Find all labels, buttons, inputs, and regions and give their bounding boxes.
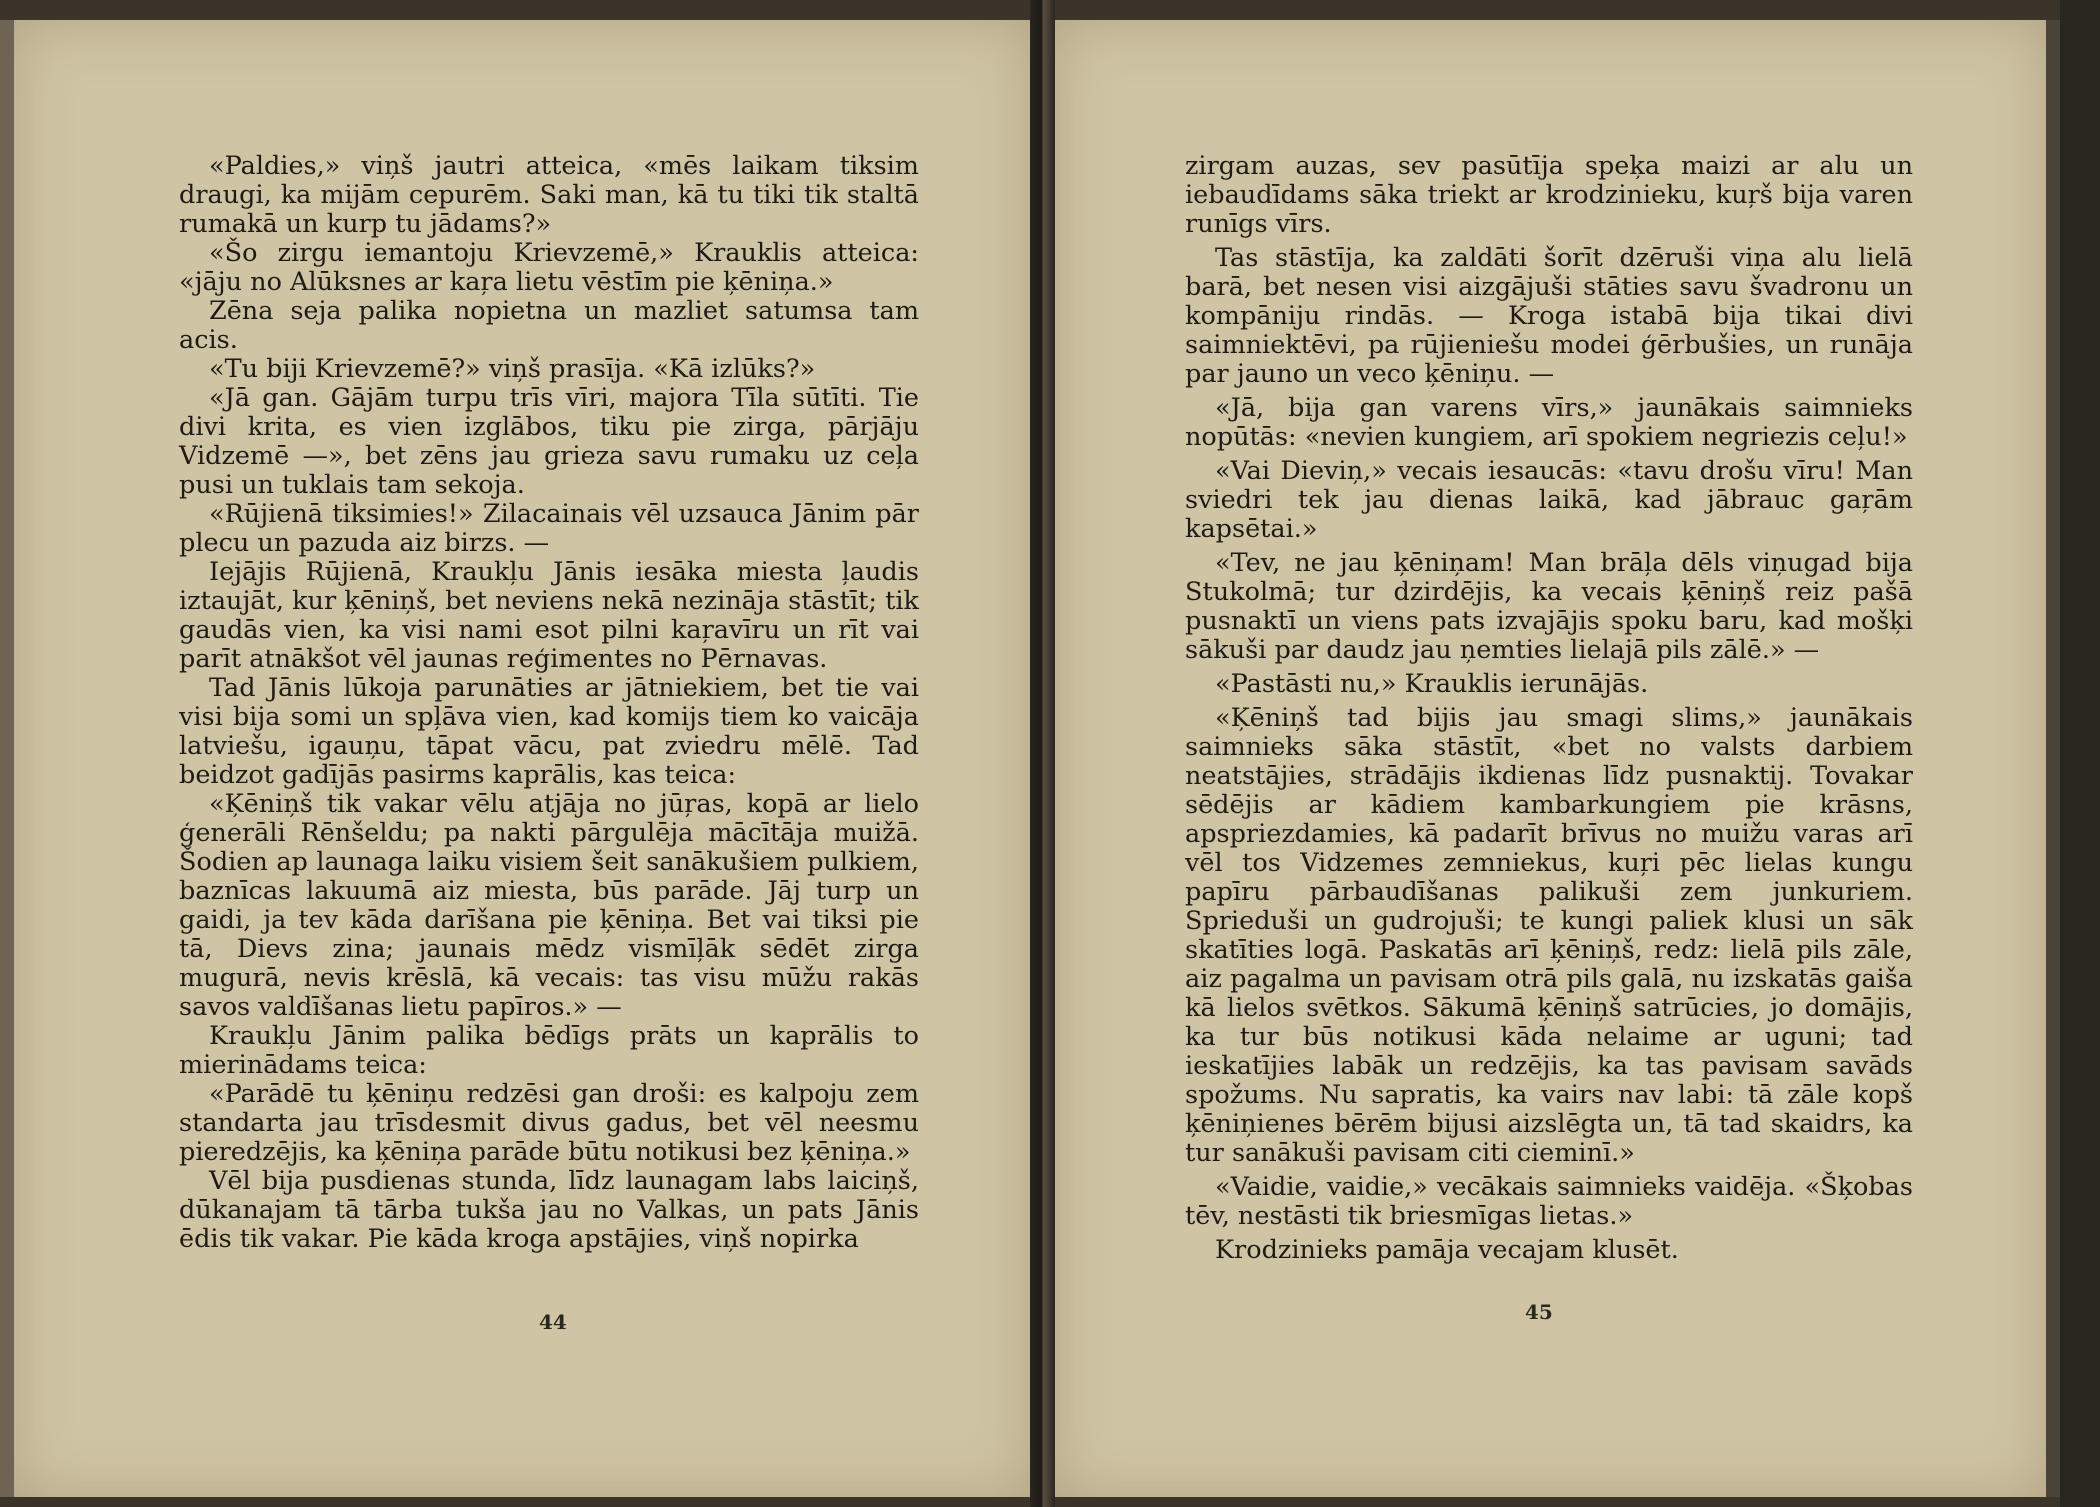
right-page (1055, 20, 2060, 1497)
paragraph: «Vai Dieviņ,» vecais iesaucās: «tavu drošu vīru! Man sviedri tek jau dienas laikā, kad jābrauc gaŗām kapsētai.» (1185, 456, 1913, 544)
book-gutter (1030, 0, 1055, 1507)
right-page-body (1185, 152, 1913, 1270)
paragraph: «Vaidie, vaidie,» vecākais saimnieks vaidēja. «Šķobas tēv, nestāsti tik briesmīgas lietas.» (1185, 1172, 1913, 1231)
paragraph: «Parādē tu ķēniņu redzēsi gan droši: es kalpoju zem standarta jau trīsdesmit divus gadus, bet vēl neesmu pieredzējis, ka ķēniņa parāde būtu notikusi bez ķēniņa.» (179, 1079, 919, 1167)
left-page (0, 20, 1030, 1497)
paragraph: Iejājis Rūjienā, Kraukļu Jānis iesāka miesta ļaudis iztaujāt, kur ķēniņš, bet neviens nekā nezināja stāstīt; tik gaudās vien, ka visi nami esot pilni kaŗavīru un rīt vai parīt atnākšot vēl jaunas reģimentes no Pērnavas. (179, 557, 919, 674)
paragraph: Vēl bija pusdienas stunda, līdz launagam labs laiciņš, dūkanajam tā tārba tukša jau no Valkas, un pats Jānis ēdis tik vakar. Pie kāda kroga apstājies, viņš nopirka (179, 1166, 919, 1254)
paragraph: «Jā gan. Gājām turpu trīs vīri, majora Tīla sūtīti. Tie divi krita, es vien izglābos, tiku pie zirga, pārjāju Vidzemē —», bet zēns jau grieza savu rumaku uz ceļa pusi un tuklais tam sekoja. (179, 383, 919, 500)
paragraph: «Tev, ne jau ķēniņam! Man brāļa dēls viņugad bija Stukolmā; tur dzirdējis, ka vecais ķēniņš reiz pašā pusnaktī un viens pats izvajājis spoku baru, kad mošķi sākuši par daudz jau ņemties lielajā pils zālē.» — (1185, 548, 1913, 665)
page-number: 44 (539, 1310, 567, 1334)
paragraph: «Jā, bija gan varens vīrs,» jaunākais saimnieks nopūtās: «nevien kungiem, arī spokiem negriezis ceļu!» (1185, 393, 1913, 452)
page-number: 45 (1525, 1300, 1553, 1324)
paragraph: «Ķēniņš tik vakar vēlu atjāja no jūŗas, kopā ar lielo ģenerāli Rēnšeldu; pa nakti pārgulēja mācītāja muižā. Šodien ap launaga laiku visiem šeit sanākušiem pulkiem, baznīcas lakuumā aiz miesta, būs parāde. Jāj turp un gaidi, ja tev kāda darīšana pie ķēniņa. Bet vai tiksi pie tā, Dievs zina; jaunais mēdz vismīļāk sēdēt zirga mugurā, nevis krēslā, kā vecais: tas visu mūžu rakās savos valdīšanas lietu papīros.» — (179, 789, 919, 1022)
book-edge (2060, 0, 2100, 1507)
paragraph: «Paldies,» viņš jautri atteica, «mēs laikam tiksim draugi, ka mijām cepurēm. Saki man, kā tu tiki tik staltā rumakā un kurp tu jādams?» (179, 151, 919, 239)
paragraph: Krodzinieks pamāja vecajam klusēt. (1215, 1235, 1679, 1265)
paragraph: «Šo zirgu iemantoju Krievzemē,» Krauklis atteica: «jāju no Alūksnes ar kaŗa lietu vēstīm pie ķēniņa.» (179, 238, 919, 297)
paragraph: Tad Jānis lūkoja parunāties ar jātniekiem, bet tie vai visi bija somi un spļāva vien, kad komijs tiem ko vaicāja latviešu, igauņu, tāpat vācu, pat zviedru mēlē. Tad beidzot gadījās pasirms kaprālis, kas teica: (179, 673, 919, 790)
paragraph: «Pastāsti nu,» Krauklis ierunājās. (1215, 669, 1649, 699)
paragraph: «Tu biji Krievzemē?» viņš prasīja. «Kā izlūks?» (209, 354, 816, 384)
paragraph-continued: zirgam auzas, sev pasūtīja speķa maizi ar alu un iebaudīdams sāka triekt ar krodzinieku, kuŗš bija varen runīgs vīrs. (1185, 151, 1913, 239)
paragraph: «Ķēniņš tad bijis jau smagi slims,» jaunākais saimnieks sāka stāstīt, «bet no valsts darbiem neatstājies, strādājis ikdienas līdz pusnaktij. Tovakar sēdējis ar kādiem kambarkungiem pie krāsns, apspriezdamies, kā padarīt brīvus no muižu varas arī vēl tos Vidzemes zemniekus, kuŗi pēc lielas kungu papīru pārbaudīšanas palikuši zem junkuriem. Sprieduši un gudrojuši; te kungi paliek klusi un sāk skatīties logā. Paskatās arī ķēniņš, redz: lielā pils zāle, aiz pagalma un pavisam otrā pils galā, nu izskatās gaiša kā lielos svētkos. Sākumā ķēniņš satrūcies, jo domājis, ka tur būs notikusi kāda nelaime ar uguni; tad ieskatījies labāk un redzējis, ka tas pavisam savāds spožums. Nu sapratis, ka vairs nav labi: tā zāle kopš ķēniņienes bērēm bijusi aizslēgta un, tā tad skaidrs, ka tur sanākuši pavisam citi cieminī.» (1185, 703, 1913, 1168)
left-page-body (179, 152, 919, 1254)
paragraph: Tas stāstīja, ka zaldāti šorīt dzēruši viņa alu lielā barā, bet nesen visi aizgājuši stāties savu švadronu un kompāniju rindās. — Kroga istabā bija tikai divi saimniektēvi, pa rūjieniešu modei ģērbušies, un runāja par jauno un veco ķēniņu. — (1185, 243, 1913, 389)
paragraph: Kraukļu Jānim palika bēdīgs prāts un kaprālis to mierinādams teica: (179, 1021, 919, 1080)
paragraph: «Rūjienā tiksimies!» Zilacainais vēl uzsauca Jānim pār plecu un pazuda aiz birzs. — (179, 499, 919, 558)
paragraph: Zēna seja palika nopietna un mazliet satumsa tam acis. (179, 296, 919, 355)
